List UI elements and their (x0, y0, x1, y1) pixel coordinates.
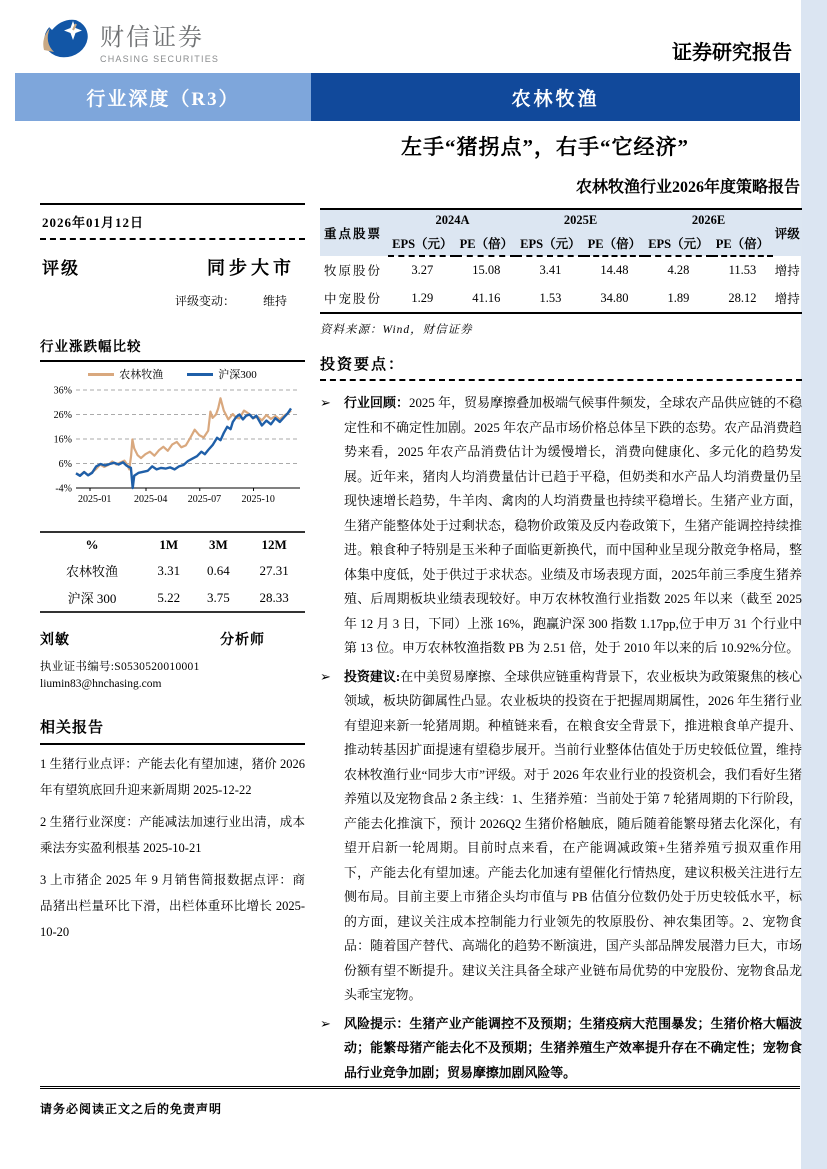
bullet-text (344, 1012, 802, 1086)
stocks-header-2026e: 2026E (691, 213, 726, 227)
svg-text:26%: 26% (53, 410, 72, 421)
report-date: 2026年01月12日 (40, 203, 305, 240)
stock-cell: 3.27 (411, 263, 434, 277)
bullet-text (344, 391, 802, 661)
stocks-subheader-pe: PE（倍） (712, 231, 772, 256)
perf-cell: 3.75 (207, 589, 230, 605)
stock-cell: 28.12 (728, 290, 757, 305)
svg-text:36%: 36% (53, 385, 72, 397)
stocks-header-2024a: 2024A (435, 213, 470, 227)
industry-banner: 农林牧渔 (311, 73, 800, 121)
legend-label-industry: 农林牧渔 (119, 369, 164, 381)
bullet-paragraph: 在中美贸易摩擦、全球供应链重构背景下，农业板块为政策聚焦的核心领域，板块防御属性凸显。农业板块的投资在于把握周期属性，2026 年生猪行业有望迎来新一轮猪周期。种植链来看，在粮食安全背景下，推进粮食单产提升、推动转基因扩面提速有望稳步展开。当前行业整体估值处于历史较低位置，维持农林牧渔行业“同步大市”评级。对于 2026 年农业行业的投资机会，我们看好生猪养殖以及宠物食品 2 条主线：1、生猪养殖：当前处于第 7 轮猪周期的下行阶段，产能去化推演下，预计 2026Q2 生猪价格触底，随后随着能繁母猪去化深化，有望开启新一轮周期。目前时点来看，在产能调减政策+生猪养殖亏损双重作用下，产能去化有望加速。产能去化加速有望催化行情热度，建议积极关注进行左侧布局。目前主要上市猪企头均市值与 PB 估值分位数仍处于历史较低水平，标的方面，建议关注成本控制能力行业领先的牧原股份、神农集团等。2、宠物食品：随着国产替代、高端化的趋势不断演进，国产头部品牌发展潜力巨大，市场份额有望不断提升。建议关注具备全球产业链布局优势的中宠股份、宠物食品龙头乖宝宠物。 (344, 669, 803, 1002)
legend-item-industry (88, 366, 163, 382)
svg-text:2025-01: 2025-01 (78, 494, 112, 505)
stock-rating: 增持 (774, 292, 800, 306)
rating-change-label: 评级变动： (174, 294, 235, 308)
analyst-cert: 执业证书编号:S0530520010001 (40, 661, 200, 673)
legend-label-csi300: 沪深300 (218, 369, 257, 381)
legend-swatch-industry (88, 373, 114, 376)
chasing-securities-logo-icon (40, 12, 92, 69)
analyst-row (40, 629, 305, 649)
stock-cell: 15.08 (472, 263, 501, 277)
bullet-label: 投资建议: (344, 669, 401, 684)
legend-swatch-csi300 (187, 373, 213, 376)
list-item[interactable]: 1 生猪行业点评：产能去化有望加速，猪价 2026年有望筑底回升迎来新周期 2025-12-22 (40, 757, 305, 797)
stock-cell: 11.53 (728, 263, 757, 277)
stocks-header-rating: 评级 (774, 227, 800, 241)
rating-label: 评级 (42, 259, 80, 278)
arrow-bullet-icon: ➢ (320, 395, 331, 410)
bullet-label: 行业回顾： (344, 396, 409, 410)
stock-cell: 14.48 (600, 263, 629, 277)
perf-header-12m: 12M (261, 537, 287, 552)
brand-name-cn: 财信证券 (100, 24, 204, 51)
perf-cell: 0.64 (207, 562, 230, 578)
perf-header-1m: 1M (159, 537, 179, 552)
analyst-name: 刘敏 (40, 633, 70, 648)
stock-rating: 增持 (774, 264, 800, 278)
brand-name-en: CHASING SECURITIES (100, 54, 220, 64)
stock-cell: 34.80 (600, 290, 629, 305)
main-column (320, 208, 802, 1085)
bullet-investment-advice (320, 665, 802, 1008)
sidebar-column (40, 203, 305, 945)
table-row (320, 284, 802, 313)
stocks-subheader-eps: EPS（元） (388, 231, 456, 256)
table-row (40, 584, 305, 612)
rating-change-row (40, 292, 305, 309)
table-row (40, 557, 305, 584)
category-bars (15, 73, 800, 121)
bullet-text (344, 665, 802, 1008)
key-stocks-table (320, 208, 802, 314)
svg-text:-4%: -4% (55, 483, 72, 495)
bullet-paragraph: 生猪产业产能调控不及预期；生猪疫病大范围暴发；生猪价格大幅波动；能繁母猪产能去化不及预期；生猪养殖生产效率提升存在不确定性；宠物食品行业竞争加剧；贸易摩擦加剧风险等。 (344, 1016, 803, 1080)
bullet-label: 风险提示： (344, 1016, 410, 1031)
list-item[interactable]: 3 上市猪企 2025 年 9 月销售简报数据点评：商品猪出栏量环比下滑，出栏体重环比增长 2025-10-20 (40, 873, 305, 939)
stocks-subheader-pe: PE（倍） (584, 231, 644, 256)
bullet-risk-warning (320, 1012, 802, 1086)
stock-cell: 3.41 (539, 263, 562, 277)
investment-points-body (320, 391, 802, 1085)
svg-text:2025-07: 2025-07 (187, 494, 222, 505)
bullet-paragraph: 2025 年，贸易摩擦叠加极端气候事件频发，全球农产品供应链的不稳定性和不确定性加剧。2025 年农产品市场价格总体呈下跌的态势。农产品消费趋势来看，2025 年农产品消费估计为缓慢增长，消费向健康化、多元化的趋势发展。近年来，猪肉人均消费量估计已趋于平稳，但奶类和水产品人均消费量仍呈现快速增长趋势，牛羊肉、禽肉的人均消费量也持续平稳增长。生猪产业方面，生猪产能整体处于过剩状态，稳物价政策及反内卷政策下，生猪产能调控持续推进。粮食种子特别是玉米种子面临更新换代，而中国种业呈现分散竞争格局，整体集中度低，处于供过于求状态。业绩及市场表现方面，2025年前三季度生猪养殖、后周期板块业绩表现较好。申万农林牧渔行业指数 2025 年以来（截至 2025 年 12 月 3 日，下同）上涨 16%，跑赢沪深 300 指数 1.17pp,位于申万 31 个行业中第 13 位。申万农林牧渔指数 PB 为 2.51 倍，处于 2010 年以来的后 10.92%分位。 (344, 396, 802, 655)
svg-text:6%: 6% (58, 459, 72, 470)
footer-disclaimer: 请务必阅读正文之后的免责声明 (40, 1102, 223, 1116)
line-chart-canvas (40, 384, 305, 512)
report-title: 左手“猪拐点”，右手“它经济” (401, 135, 689, 159)
perf-cell: 3.31 (157, 562, 181, 578)
list-item[interactable]: 2 生猪行业深度：产能减法加速行业出清，成本乘法夯实盈利根基 2025-10-21 (40, 815, 305, 855)
report-depth-banner: 行业深度（R3） (15, 73, 311, 121)
stock-name[interactable]: 中宠股份 (324, 292, 383, 306)
stock-cell: 41.16 (472, 290, 501, 305)
perf-cell: 27.31 (259, 562, 289, 578)
arrow-bullet-icon: ➢ (320, 1015, 331, 1031)
stocks-subheader-eps: EPS（元） (516, 231, 584, 256)
stock-cell: 1.89 (667, 290, 690, 305)
report-subtitle: 农林牧渔行业2026年度策略报告 (575, 179, 800, 196)
rating-change-value: 维持 (262, 294, 287, 308)
data-source-note: 资料来源：Wind，财信证券 (320, 324, 473, 336)
table-row (320, 256, 802, 284)
brand-logo (40, 12, 219, 69)
report-type-label: 证券研究报告 (672, 42, 792, 64)
analyst-email[interactable]: liumin83@hnchasing.com (40, 678, 162, 690)
perf-header-pct: % (85, 537, 99, 552)
stock-cell: 1.53 (539, 290, 562, 305)
perf-header-3m: 3M (209, 537, 228, 552)
stocks-subheader-eps: EPS（元） (645, 231, 713, 256)
page-edge-stripe (801, 0, 827, 1169)
chart-title: 行业涨跌幅比较 (40, 335, 305, 362)
related-reports-list (40, 751, 305, 945)
footer-divider (40, 1086, 800, 1089)
svg-text:16%: 16% (53, 434, 72, 446)
rating-row (40, 254, 305, 280)
industry-performance-chart (40, 366, 305, 517)
perf-cell: 5.22 (157, 589, 181, 605)
stock-name[interactable]: 牧原股份 (324, 264, 383, 278)
stocks-header-2025e: 2025E (563, 213, 598, 227)
chart-legend (40, 366, 305, 382)
perf-cell: 28.33 (259, 589, 289, 605)
stocks-header-group: 重点股票 (324, 227, 383, 241)
stock-cell: 4.28 (667, 263, 690, 277)
svg-text:2025-04: 2025-04 (134, 494, 168, 505)
rating-value: 同步大市 (207, 258, 295, 278)
perf-row-name: 沪深 300 (67, 591, 117, 606)
investment-points-title: 投资要点： (320, 353, 802, 381)
bullet-industry-review (320, 391, 802, 661)
svg-text:2025-10: 2025-10 (241, 494, 275, 505)
brand-text (100, 17, 219, 64)
stocks-subheader-pe: PE（倍） (456, 231, 516, 256)
stock-cell: 1.29 (411, 290, 434, 305)
perf-row-name: 农林牧渔 (65, 564, 118, 579)
performance-table (40, 531, 305, 613)
arrow-bullet-icon: ➢ (320, 668, 331, 684)
legend-item-csi300 (187, 366, 257, 382)
analyst-title: 分析师 (220, 633, 265, 648)
related-reports-title: 相关报告 (40, 716, 305, 745)
